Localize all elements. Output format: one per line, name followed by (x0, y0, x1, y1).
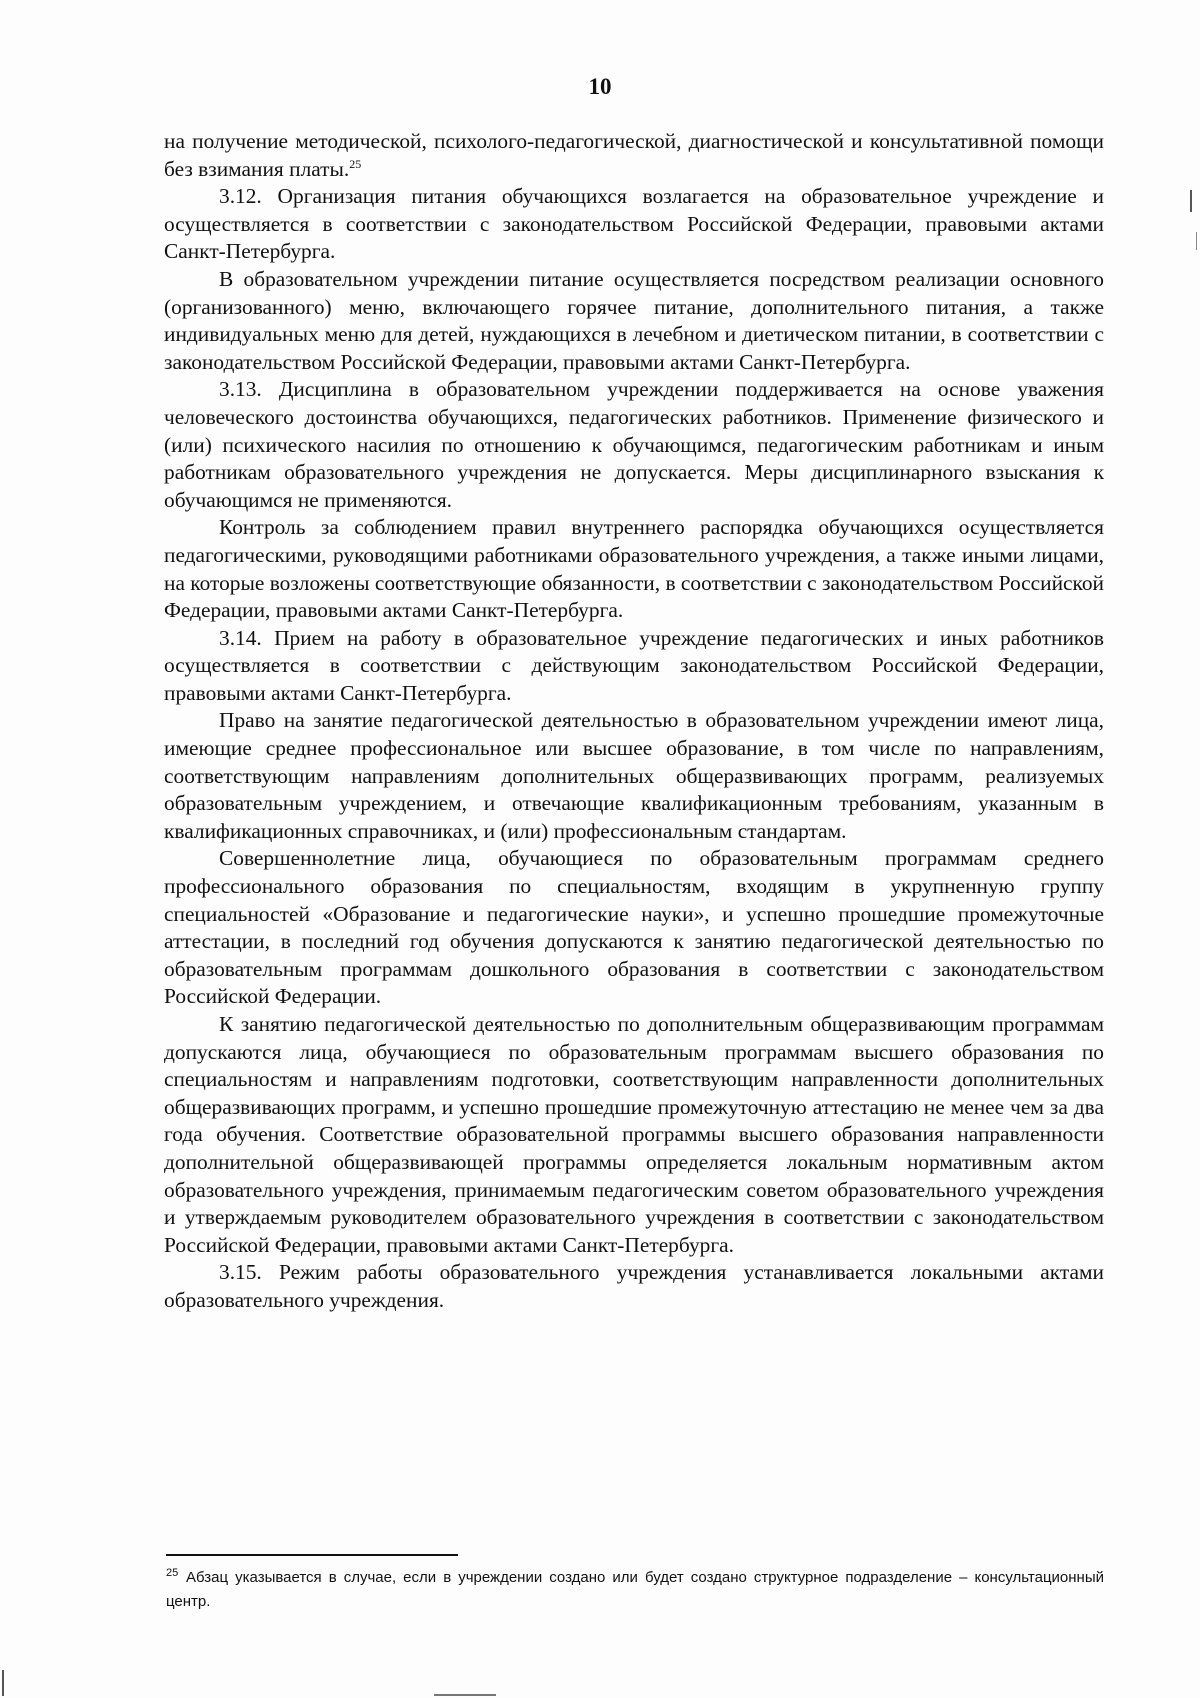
paragraph-text: на получение методической, психолого-педагогической, диагностической и консультативной помощи без взимания платы. (164, 129, 1104, 181)
paragraph: 3.14. Прием на работу в образовательное учреждение педагогических и иных работников осуществляется в соответствии с действующим законодательством Российской Федерации, правовыми актами Санкт-Петербурга. (164, 625, 1104, 705)
paragraph: 3.12. Организация питания обучающихся возлагается на образовательное учреждение и осуществляется в соответствии с законодательством Российской Федерации, правовыми актами Санкт-Петербурга. (164, 184, 1104, 264)
paragraph: 3.13. Дисциплина в образовательном учреждении поддерживается на основе уважения человеческого достоинства обучающихся, педагогических работников. Применение физического и (или) психического насилия по отношению к обучающимся, педагогическим работникам и иным работникам образовательного учреждения не допускается. Меры дисциплинарного взыскания к обучающимся не применяются. (164, 377, 1104, 512)
footnote-text: Абзац указывается в случае, если в учреждении создано или будет создано структурное подразделение – консультационный центр. (166, 1569, 1104, 1610)
document-body (164, 128, 1104, 1315)
footnote-reference: 25 (349, 156, 362, 171)
scan-artifact (434, 1694, 496, 1696)
footnote-mark: 25 (166, 1567, 179, 1579)
paragraph: В образовательном учреждении питание осуществляется посредством реализации основного (организованного) меню, включающего горячее питание, дополнительного питания, а также индивидуальных меню для детей, нуждающихся в лечебном и диетическом питании, в соответствии с законодательством Российской Федерации, правовыми актами Санкт-Петербурга. (164, 266, 1104, 374)
paragraph: Контроль за соблюдением правил внутреннего распорядка обучающихся осуществляется педагогическими, руководящими работниками образовательного учреждения, а также иными лицами, на которые возложены соответствующие обязанности, в соответствии с законодательством Российской Федерации, правовыми актами Санкт-Петербурга. (164, 515, 1104, 623)
page-number: 10 (588, 74, 612, 99)
footnote (166, 1566, 1104, 1614)
scan-artifact (2, 1670, 4, 1696)
paragraph: Совершеннолетние лица, обучающиеся по образовательным программам среднего профессионального образования по специальностям, входящим в укрупненную группу специальностей «Образование и педагогические науки», и успешно прошедшие промежуточные аттестации, в последний год обучения допускаются к занятию педагогической деятельностью по образовательным программам дошкольного образования в соответствии с законодательством Российской Федерации. (164, 846, 1104, 1009)
paragraph: Право на занятие педагогической деятельностью в образовательном учреждении имеют лица, имеющие среднее профессиональное или высшее образование, в том числе по направлениям, соответствующим направлениям дополнительных общеразвивающих программ, реализуемых образовательным учреждением, и отвечающие квалификационным требованиям, указанным в квалификационных справочниках, и (или) профессиональным стандартам. (164, 708, 1104, 843)
paragraph: 3.15. Режим работы образовательного учреждения устанавливается локальными актами образовательного учреждения. (164, 1260, 1104, 1312)
scan-artifact (1190, 190, 1192, 212)
paragraph (164, 128, 1104, 183)
paragraph: К занятию педагогической деятельностью по дополнительным общеразвивающим программам допускаются лица, обучающиеся по образовательным программам высшего образования по специальностям и направлениям подготовки, соответствующим направленности дополнительных общеразвивающих программ, и успешно прошедшие промежуточную аттестацию не менее чем за два года обучения. Соответствие образовательной программы высшего образования направленности дополнительной общеразвивающей программы определяется локальным нормативным актом образовательного учреждения, принимаемым педагогическим советом образовательного учреждения и утверждаемым руководителем образовательного учреждения в соответствии с законодательством Российской Федерации, правовыми актами Санкт-Петербурга. (164, 1012, 1104, 1257)
footnote-separator (166, 1554, 458, 1556)
scan-artifact (1196, 232, 1197, 250)
